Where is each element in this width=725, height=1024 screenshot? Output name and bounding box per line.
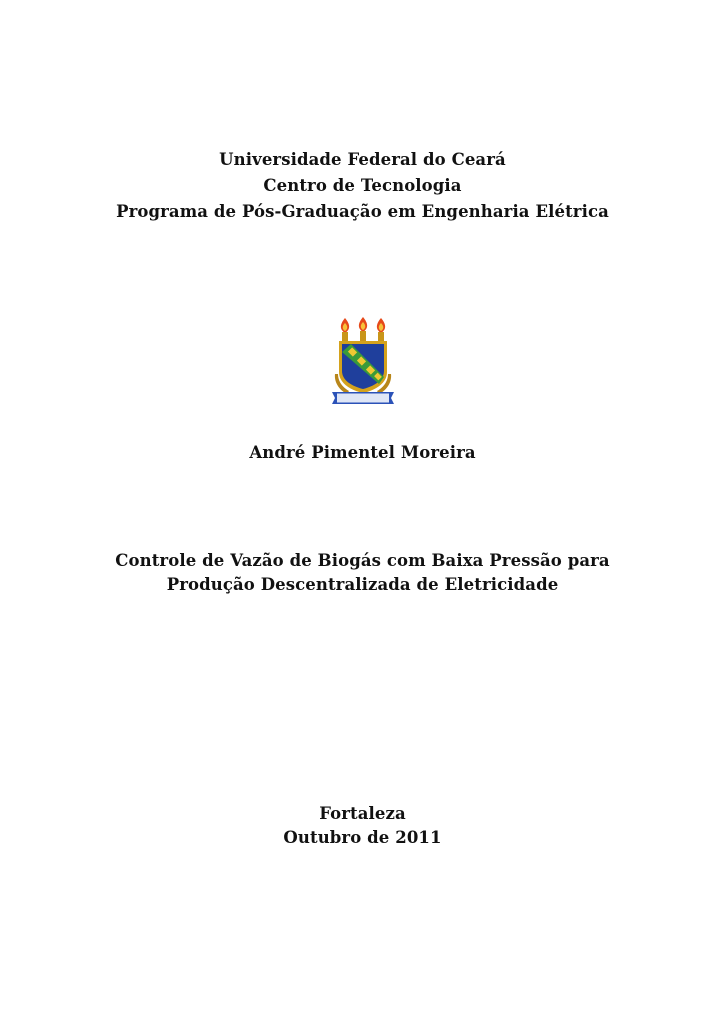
crest-shield [339, 341, 387, 393]
program-name: Programa de Pós-Graduação em Engenharia Elétrica [116, 202, 609, 221]
center-name: Centro de Tecnologia [263, 176, 462, 195]
date: Outubro de 2011 [283, 828, 442, 847]
thesis-title-line-1: Controle de Vazão de Biogás com Baixa Pressão para [115, 551, 610, 570]
torch-flames [341, 317, 385, 341]
author-name: André Pimentel Moreira [249, 443, 476, 462]
crest-ribbon [332, 392, 394, 404]
thesis-title-line-2: Produção Descentralizada de Eletricidade [166, 575, 559, 594]
university-name: Universidade Federal do Ceará [219, 150, 506, 169]
location: Fortaleza [319, 804, 406, 823]
university-crest [329, 316, 397, 406]
crest-emblem-icon [329, 316, 397, 406]
